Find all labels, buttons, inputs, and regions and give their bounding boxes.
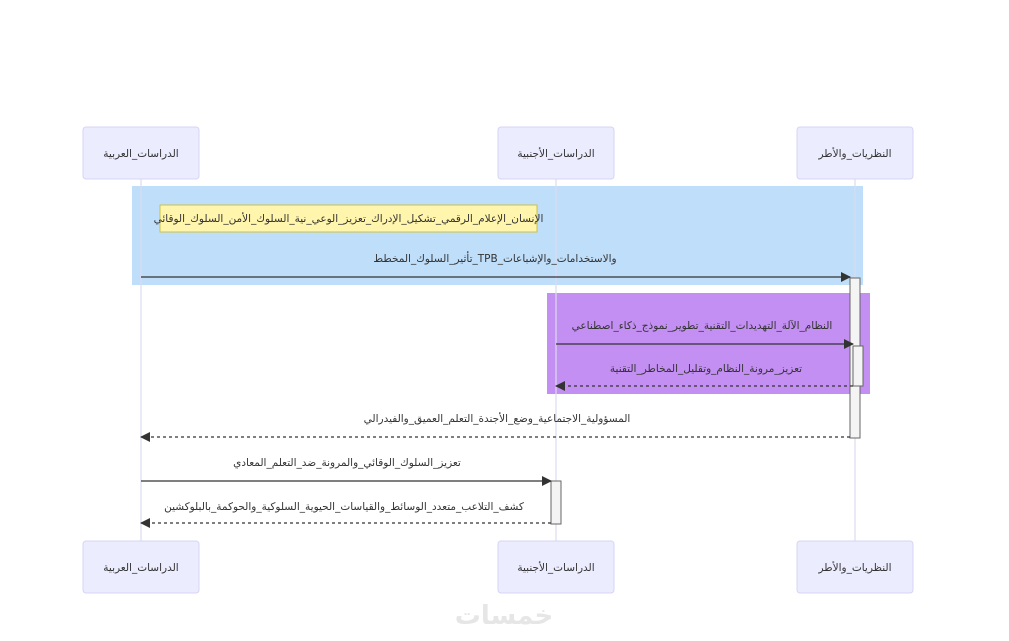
note-text: الإنسان_الإعلام_الرقمي_تشكيل_الإدراك_تعزيز_الوعي_نية_السلوك_الأمن_السلوك_الوقائي <box>153 213 544 225</box>
activation-foreign <box>551 481 561 524</box>
watermark-logo: خمسات <box>454 601 554 631</box>
actor-label-theories-bottom: النظريات_والأطر <box>818 562 892 574</box>
message-label-6: كشف_التلاعب_متعدد_الوسائط_والقياسات_الحيوية_السلوكية_والحوكمة_بالبلوكشين <box>164 501 524 513</box>
actor-label-theories-top: النظريات_والأطر <box>818 148 892 160</box>
activation-theories-inner <box>853 346 863 386</box>
actor-label-arabic-top: الدراسات_العربية <box>103 148 179 160</box>
message-label-5: تعزيز_السلوك_الوقائي_والمرونة_ضد_التعلم_المعادي <box>233 457 461 469</box>
actor-label-arabic-bottom: الدراسات_العربية <box>103 562 179 574</box>
message-label-4: المسؤولية_الاجتماعية_وضع_الأجندة_التعلم_العميق_والفيدرالي <box>363 413 631 425</box>
message-label-2: النظام_الآلة_التهديدات_التقنية_تطوير_نموذج_ذكاء_اصطناعي <box>571 320 833 332</box>
message-label-1: والاستخدامات_والإشباعات_TPB_تأثير_السلوك_المخطط <box>373 253 617 265</box>
highlight-block-1 <box>132 186 863 285</box>
actor-label-foreign-top: الدراسات_الأجنبية <box>517 148 595 160</box>
message-label-3: تعزيز_مرونة_النظام_وتقليل_المخاطر_التقنية <box>609 363 803 375</box>
actor-label-foreign-bottom: الدراسات_الأجنبية <box>517 562 595 574</box>
